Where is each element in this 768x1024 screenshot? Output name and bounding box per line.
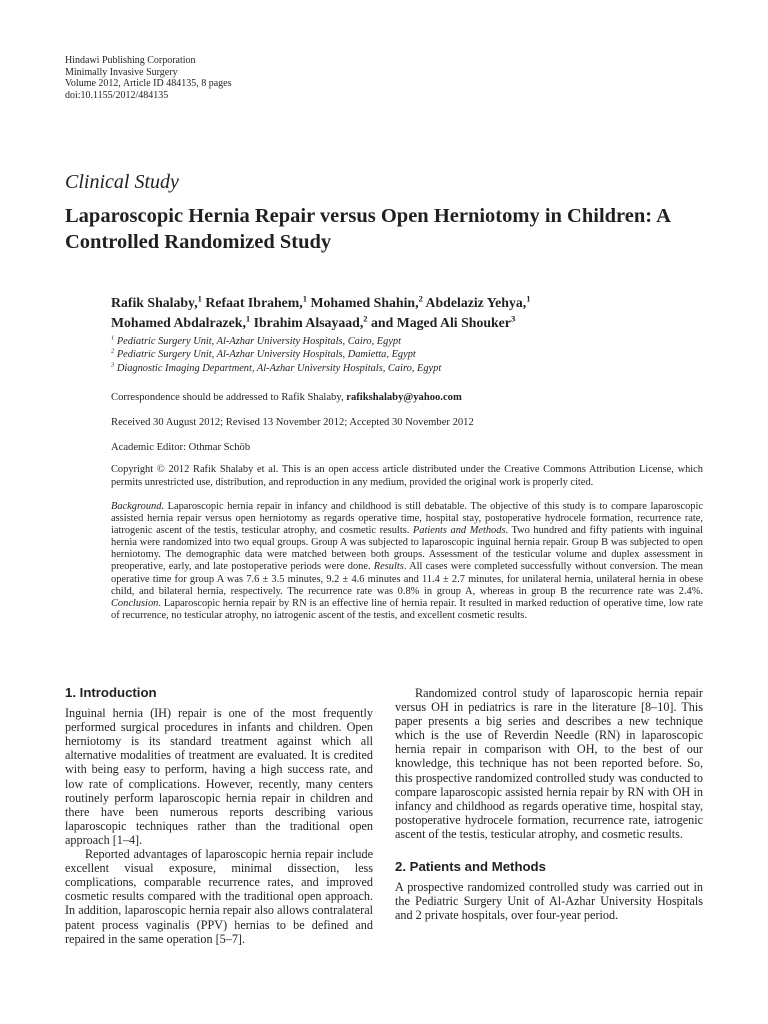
paper-title: Laparoscopic Hernia Repair versus Open Herniotomy in Children: A Controlled Randomized Study: [65, 205, 670, 253]
author: Abdelaziz Yehya,$^1$: [425, 293, 531, 310]
author: Mohamed Shahin,$^2$: [310, 293, 423, 310]
affiliation-list: [111, 335, 441, 375]
abstract-label-methods: Patients and Methods: [412, 525, 506, 537]
paragraph: A prospective randomized controlled study was carried out in the Pediatric Surgery Unit of Al-Azhar University Hospitals and 2 private hospitals, over four-year period.: [395, 880, 703, 923]
copyright-notice: Copyright © 2012 Rafik Shalaby et al. This is an open access article distributed under the Creative Commons Attribution License, which permits unrestricted use, distribution, and reproduction in any medium, provided the original work is properly cited.: [111, 464, 703, 488]
volume-info: Volume 2012, Article ID 484135, 8 pages: [65, 78, 232, 90]
abstract-label-background: Background: [111, 501, 162, 512]
abstract: Background. Laparoscopic hernia repair in infancy and childhood is still debatable. The objective of this study is to compare laparoscopic assisted hernia repair versus open herniotomy as regards operative time, hospital stay, postoperative hydrocele formation, recurrence rate, iatrogenic ascent of the testis, testicular atrophy, and cosmetic results. Patients and Methods. Two hundred and fifty patients with inguinal hernia were randomized into two equal groups. Group A was subjected to laparoscopic inguinal hernia repair. Group B was subjected to open herniotomy. The demographic data were matched between both groups. Assessment of the testicular volume and duplex assessment in preoperative, early, and late postoperative periods were done. Results. All cases were completed successfully without conversion. The mean operative time for group A was 7.6 ± 3.5 minutes, 9.2 ± 4.6 minutes and 11.4 ± 2.7 minutes, for unilateral hernia, unilateral hernia in obese child, and bilateral hernia, respectively. The recurrence rate was 0.8% in group A, whereas in group B the recurrence rate was 2.4%. Conclusion. Laparoscopic hernia repair by RN is an effective line of hernia repair. It resulted in marked reduction of operative time, low rate of recurrence, no testicular atrophy, no iatrogenic ascent of the testis, and excellent cosmetic results.: [111, 501, 704, 621]
left-column: [65, 686, 373, 946]
author: and Maged Ali Shouker$^3$: [371, 313, 516, 330]
journal-name: Minimally Invasive Surgery: [65, 66, 178, 78]
section-heading-introduction: 1. Introduction: [65, 685, 157, 700]
correspondence: Correspondence should be addressed to Rafik Shalaby, rafikshalaby@yahoo.com: [111, 392, 462, 403]
affiliation: $^2$ Pediatric Surgery Unit, Al-Azhar University Hospitals, Damietta, Egypt: [111, 347, 416, 361]
author: Ibrahim Alsayaad,$^2$: [253, 313, 368, 330]
author: Mohamed Abdalrazek,$^1$: [111, 313, 251, 330]
author: Rafik Shalaby,$^1$: [111, 293, 202, 310]
paragraph: Reported advantages of laparoscopic hernia repair include excellent visual exposure, minimal dissection, less complications, comparable recurrence rates, and improved cosmetic results compared with the traditional open approach. In addition, laparoscopic hernia repair also allows contralateral patent process vaginalis (PPV) hernias to be defined and repaired in the same operation [5–7].: [65, 847, 373, 946]
affiliation: $^3$ Diagnostic Imaging Department, Al-Azhar University Hospitals, Cairo, Egypt: [111, 361, 442, 374]
author: Refaat Ibrahem,$^1$: [205, 293, 307, 310]
academic-editor: Academic Editor: Othmar Schöb: [111, 442, 251, 453]
publisher-name: Hindawi Publishing Corporation: [65, 55, 196, 66]
author-list: [111, 293, 711, 333]
dates: Received 30 August 2012; Revised 13 November 2012; Accepted 30 November 2012: [111, 417, 474, 428]
right-column: [395, 686, 703, 922]
abstract-label-results: Results: [373, 561, 404, 573]
abstract-label-conclusion: Conclusion: [111, 597, 159, 609]
email-link[interactable]: rafikshalaby@yahoo.com: [346, 392, 462, 403]
paragraph: Randomized control study of laparoscopic hernia repair versus OH in pediatrics is rare in the literature [8–10]. This paper presents a big series and describes a new technique which is the use of Reverdin Needle (RN) in laparoscopic hernia repair in comparison with OH, to the best of our knowledge, this technique has not been reported before. So, this prospective randomized controlled study was conducted to compare laparoscopic assisted hernia repair by RN with OH in infancy and childhood as regards operative time, hospital stay, postoperative hydrocele formation, recurrence rate, iatrogenic ascent of the testis, testicular atrophy, and cosmetic results.: [395, 686, 703, 841]
article-type: Clinical Study: [65, 171, 179, 193]
paragraph: Inguinal hernia (IH) repair is one of the most frequently performed surgical procedures in infants and children. Open herniotomy is its standard treatment against which all alternative modalities of treatment are evaluated. It is credited with being easy to perform, having a high success rate, and low rate of complications. However, recently, many centers routinely perform laparoscopic hernia repair in children and there have been numerous reports describing various laparoscopic techniques rather than the traditional open approach [1–4].: [65, 706, 373, 847]
affiliation: $^1$ Pediatric Surgery Unit, Al-Azhar University Hospitals, Cairo, Egypt: [111, 334, 402, 347]
journal-header: [65, 55, 231, 101]
section-heading-patients-methods: 2. Patients and Methods: [395, 859, 546, 875]
doi[interactable]: doi:10.1155/2012/484135: [65, 89, 169, 101]
